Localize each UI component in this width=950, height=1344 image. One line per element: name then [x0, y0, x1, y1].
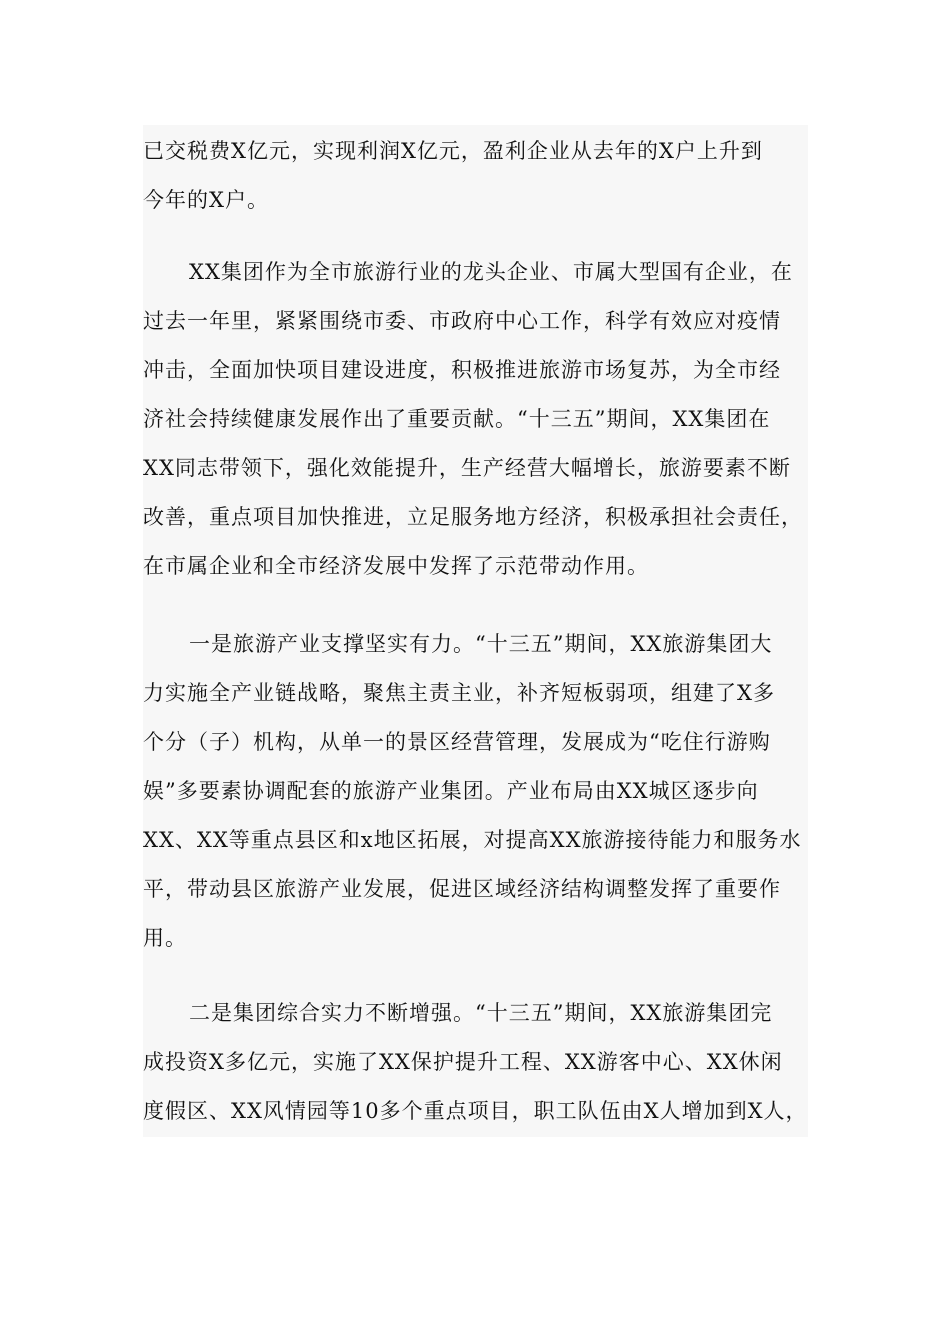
- text-line: 过去一年里，紧紧围绕市委、市政府中心工作，科学有效应对疫情: [143, 309, 781, 333]
- text-line: XX、XX等重点县区和x地区拓展，对提高XX旅游接待能力和服务水: [143, 828, 802, 852]
- paragraph-4: [143, 989, 808, 1136]
- paragraph-2: [143, 248, 803, 591]
- text-line: XX集团作为全市旅游行业的龙头企业、市属大型国有企业，在: [189, 260, 793, 284]
- text-line: 在市属企业和全市经济发展中发挥了示范带动作用。: [143, 554, 649, 578]
- text-line: 一是旅游产业支撑坚实有力。“十三五”期间，XX旅游集团大: [189, 632, 773, 656]
- paragraph-1: [143, 127, 763, 225]
- text-line: 个分（子）机构，从单一的景区经营管理，发展成为“吃住行游购: [143, 730, 771, 754]
- text-line: 已交税费X亿元，实现利润X亿元，盈利企业从去年的X户上升到: [143, 139, 763, 163]
- text-line: 冲击，全面加快项目建设进度，积极推进旅游市场复苏，为全市经: [143, 358, 781, 382]
- text-line: XX同志带领下，强化效能提升，生产经营大幅增长，旅游要素不断: [143, 456, 791, 480]
- text-line: 力实施全产业链战略，聚焦主责主业，补齐短板弱项，组建了X多: [143, 681, 775, 705]
- text-line: 平，带动县区旅游产业发展，促进区域经济结构调整发挥了重要作: [143, 877, 781, 901]
- text-line: 娱”多要素协调配套的旅游产业集团。产业布局由XX城区逐步向: [143, 779, 759, 803]
- text-line: 济社会持续健康发展作出了重要贡献。“十三五”期间，XX集团在: [143, 407, 771, 431]
- text-line: 二是集团综合实力不断增强。“十三五”期间，XX旅游集团完: [189, 1001, 773, 1025]
- text-line: 成投资X多亿元，实施了XX保护提升工程、XX游客中心、XX休闲: [143, 1050, 783, 1074]
- document-body: [143, 125, 808, 1137]
- text-line: 改善，重点项目加快推进，立足服务地方经济，积极承担社会责任，: [143, 505, 803, 529]
- text-line: 用。: [143, 926, 187, 950]
- paragraph-3: [143, 620, 802, 963]
- text-line: 今年的X户。: [143, 188, 269, 212]
- text-line: 度假区、XX风情园等10多个重点项目，职工队伍由X人增加到X人，: [143, 1099, 808, 1123]
